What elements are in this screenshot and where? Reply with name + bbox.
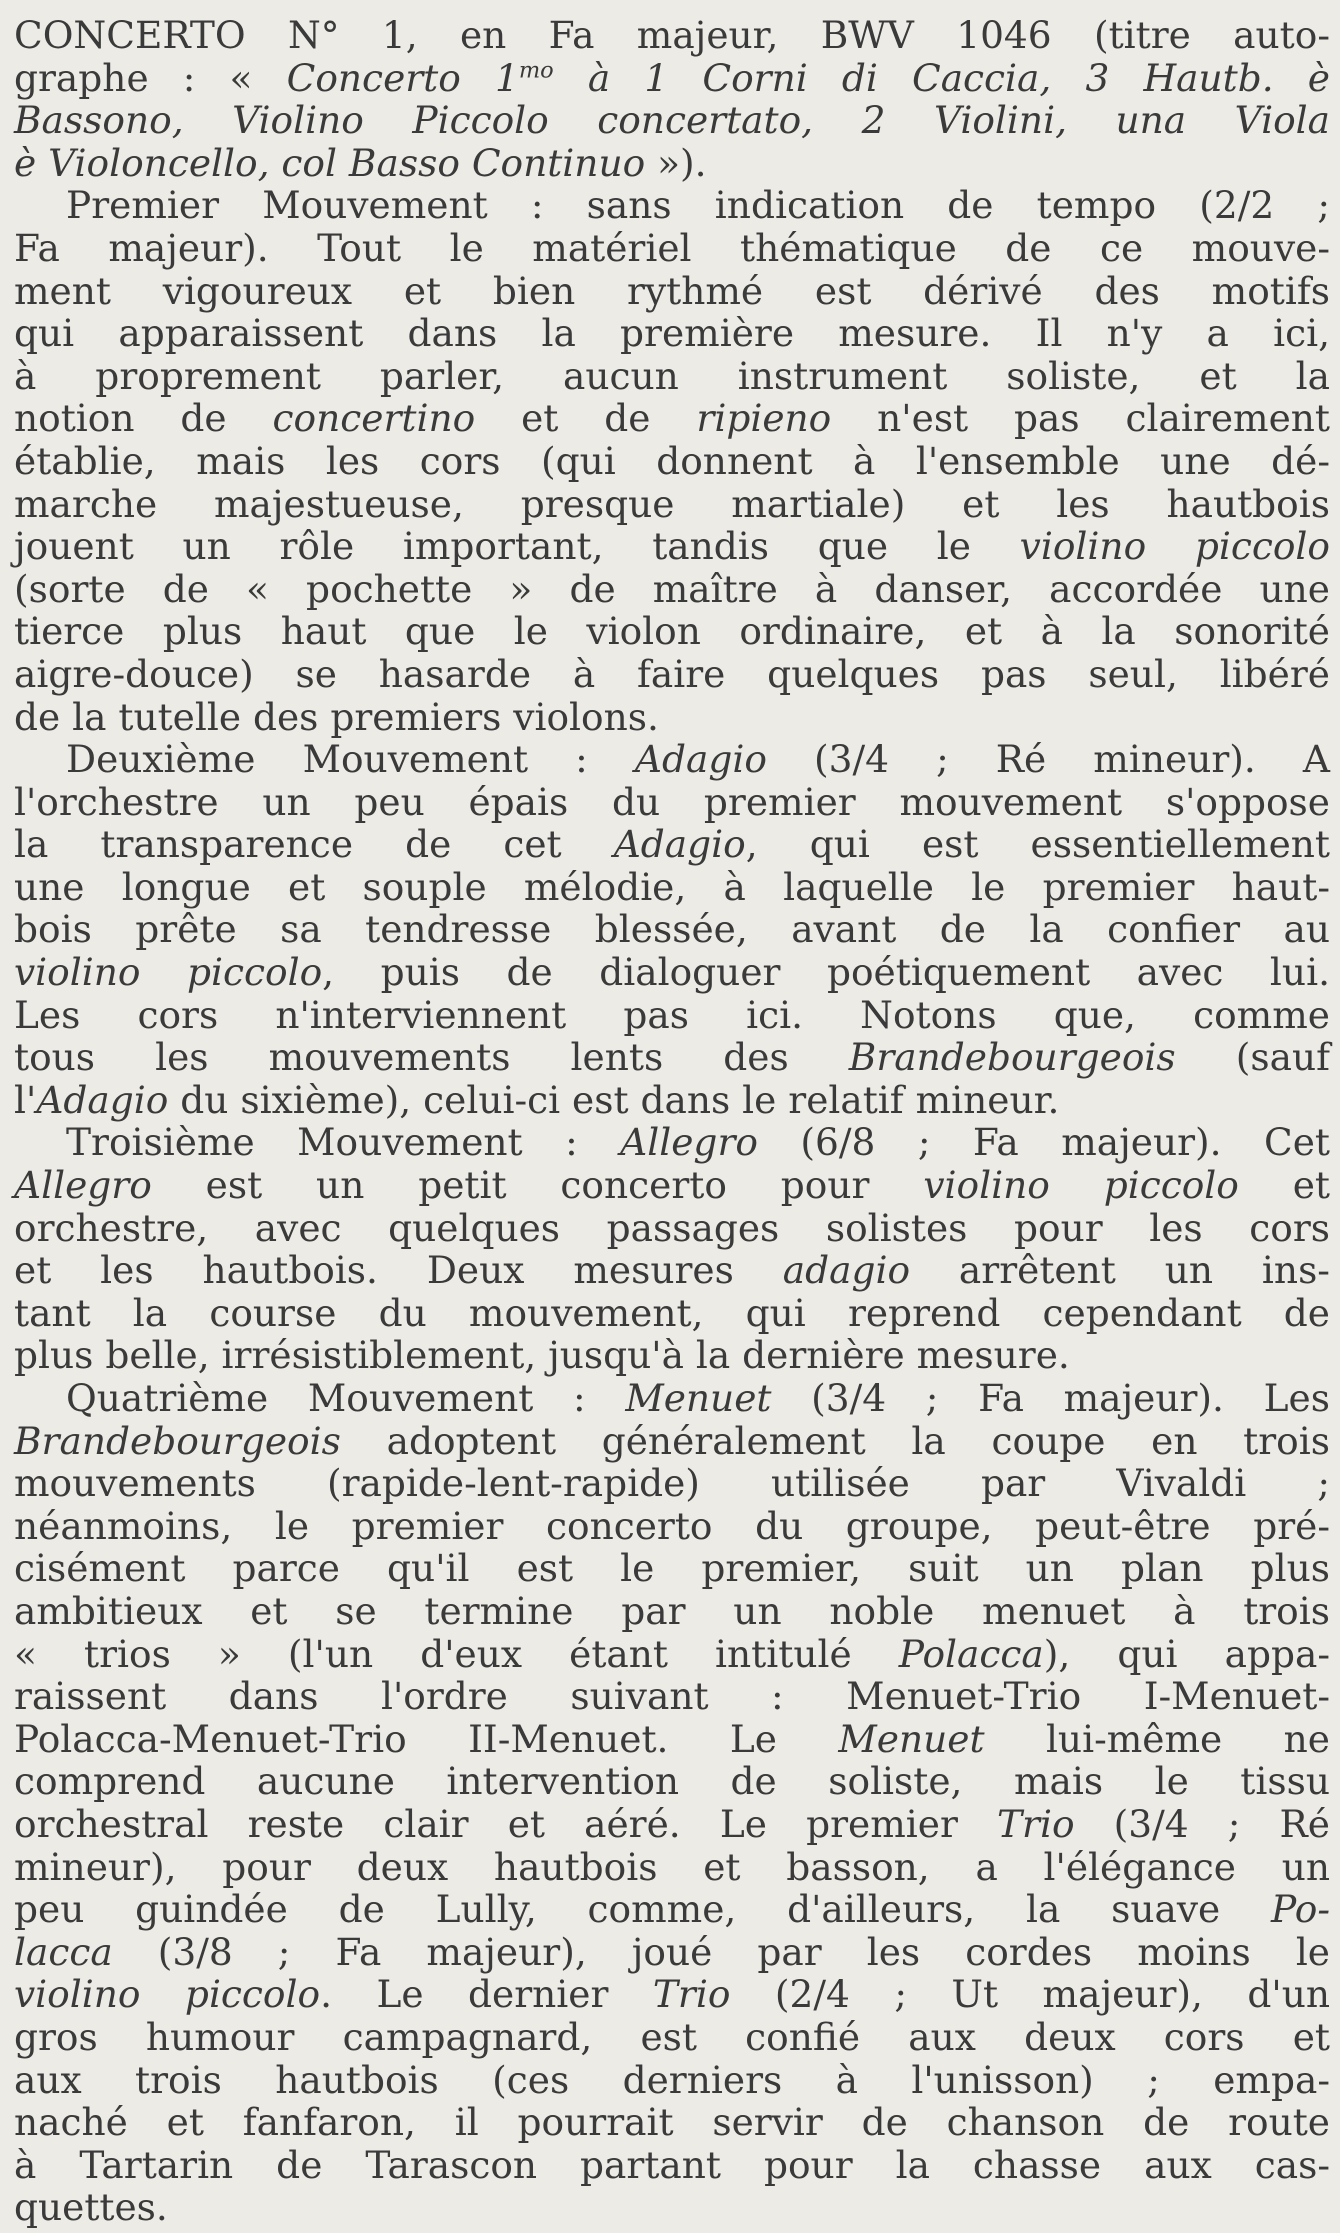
italic-text: adagio	[782, 1248, 911, 1293]
roman-text: et de	[475, 396, 697, 441]
italic-text: Concerto 1	[286, 55, 519, 100]
roman-text: l'orchestre un peu épais du premier mouvement s'oppose	[14, 779, 1330, 824]
roman-text: jouent un rôle important, tandis que le	[14, 524, 1020, 569]
roman-text: gros humour campagnard, est confié aux deux cors et	[14, 2014, 1330, 2059]
roman-text: tant la course du mouvement, qui reprend cependant de	[14, 1290, 1330, 1335]
text-line	[14, 2186, 1330, 2229]
roman-text: établie, mais les cors (qui donnent à l'ensemble une dé-	[14, 438, 1330, 483]
text-line	[14, 270, 1330, 313]
roman-text: (2/4 ; Ut majeur), d'un	[730, 1972, 1330, 2017]
text-line	[14, 1718, 1330, 1761]
roman-text: . Le dernier	[320, 1972, 653, 2017]
roman-text: peu guindée de Lully, comme, d'ailleurs, la suave	[14, 1887, 1272, 1932]
roman-text: ambitieux et se termine par un noble menuet à trois	[14, 1588, 1330, 1633]
roman-text: ment vigoureux et bien rythmé est dérivé des motifs	[14, 268, 1330, 313]
text-line	[14, 355, 1330, 398]
italic-text: Allegro	[14, 1163, 152, 1208]
text-line	[14, 2059, 1330, 2102]
roman-text: du sixième), celui-ci est dans le relatif mineur.	[168, 1077, 1060, 1122]
italic-text: violino piccolo	[14, 1972, 321, 2017]
text-line	[14, 866, 1330, 909]
roman-text: (3/4 ; Ré mineur). A	[766, 737, 1330, 782]
italic-text: violino piccolo	[1019, 524, 1330, 569]
text-line	[14, 1675, 1330, 1718]
text-body	[14, 14, 1330, 2229]
text-line	[14, 1164, 1330, 1207]
roman-text: mineur), pour deux hautbois et basson, a l'élégance un	[14, 1844, 1330, 1889]
text-line	[14, 2101, 1330, 2144]
roman-text: adoptent généralement la coupe en trois	[340, 1418, 1330, 1463]
text-line	[14, 696, 1330, 739]
roman-text: ), qui appa-	[1043, 1631, 1330, 1676]
roman-text: tous les mouvements lents des	[14, 1035, 849, 1080]
roman-text: l'	[14, 1077, 37, 1122]
text-line	[14, 1377, 1330, 1420]
paragraph-intro	[14, 14, 1330, 184]
roman-text: Troisième Mouvement :	[66, 1120, 621, 1165]
roman-text: (6/8 ; Fa majeur). Cet	[757, 1120, 1330, 1165]
text-line	[14, 1121, 1330, 1164]
italic-text: Brandebourgeois	[848, 1035, 1176, 1080]
italic-text: Po-	[1271, 1887, 1330, 1932]
roman-text: (sorte de « pochette » de maître à danser, accordée une	[14, 566, 1330, 611]
italic-text: Brandebourgeois	[14, 1418, 341, 1463]
text-line	[14, 1846, 1330, 1889]
text-line	[14, 1079, 1330, 1122]
paragraph-mvt1	[14, 184, 1330, 738]
roman-text: comprend aucune intervention de soliste, mais le tissu	[14, 1759, 1330, 1804]
text-line	[14, 397, 1330, 440]
text-line	[14, 823, 1330, 866]
text-line	[14, 1505, 1330, 1548]
roman-text: , qui est essentiellement	[745, 822, 1330, 867]
roman-text: (3/8 ; Fa majeur), joué par les cordes moins le	[112, 1929, 1330, 1974]
italic-text: ripieno	[696, 396, 832, 441]
roman-text: qui apparaissent dans la première mesure. Il n'y a ici,	[14, 311, 1330, 356]
text-line	[14, 525, 1330, 568]
text-line	[14, 951, 1330, 994]
roman-text: arrêtent un ins-	[910, 1248, 1330, 1293]
text-line	[14, 738, 1330, 781]
text-line	[14, 14, 1330, 57]
roman-text: à Tartarin de Tarascon partant pour la chasse aux cas-	[14, 2142, 1330, 2187]
text-line	[14, 1036, 1330, 1079]
text-line	[14, 57, 1330, 100]
text-line	[14, 312, 1330, 355]
italic-text: è Violoncello, col Basso Continuo	[14, 140, 646, 185]
italic-text: Adagio	[36, 1077, 169, 1122]
roman-text: lui-même ne	[984, 1716, 1331, 1761]
text-line	[14, 1249, 1330, 1292]
text-line	[14, 440, 1330, 483]
text-line	[14, 1633, 1330, 1676]
roman-text: (3/4 ; Ré	[1074, 1801, 1330, 1846]
roman-text: de la tutelle des premiers violons.	[14, 694, 659, 739]
italic-text: Bassono, Violino Piccolo concertato, 2 Violini, una Viola	[14, 98, 1330, 143]
italic-text: Menuet	[625, 1376, 772, 1420]
roman-text: (sauf	[1175, 1035, 1330, 1080]
italic-text: Trio	[997, 1801, 1075, 1846]
roman-text: raissent dans l'ordre suivant : Menuet-Trio I-Menuet-	[14, 1674, 1330, 1719]
roman-text: est un petit concerto pour	[151, 1163, 924, 1208]
paragraph-mvt4	[14, 1377, 1330, 2229]
roman-text: aigre-douce) se hasarde à faire quelques pas seul, libéré	[14, 651, 1330, 696]
italic-text: Menuet	[838, 1716, 985, 1761]
roman-text: graphe : «	[14, 55, 287, 100]
text-line	[14, 781, 1330, 824]
roman-text: une longue et souple mélodie, à laquelle le premier haut-	[14, 864, 1330, 909]
text-line	[14, 1760, 1330, 1803]
roman-text: (3/4 ; Fa majeur). Les	[771, 1376, 1330, 1420]
roman-text: « trios » (l'un d'eux étant intitulé	[14, 1631, 899, 1676]
roman-text: cisément parce qu'il est le premier, suit un plan plus	[14, 1546, 1330, 1591]
text-line	[14, 1973, 1330, 2016]
roman-text: mouvements (rapide-lent-rapide) utilisée par Vivaldi ;	[14, 1461, 1330, 1506]
roman-text: CONCERTO N° 1, en Fa majeur, BWV 1046 (titre auto-	[14, 13, 1330, 57]
superscript-text: mo	[518, 57, 554, 84]
text-line	[14, 908, 1330, 951]
text-line	[14, 1547, 1330, 1590]
text-line	[14, 2016, 1330, 2059]
italic-text: violino piccolo	[14, 950, 323, 995]
roman-text: marche majestueuse, presque martiale) et les hautbois	[14, 481, 1330, 526]
roman-text: et les hautbois. Deux mesures	[14, 1248, 783, 1293]
roman-text: et	[1238, 1163, 1330, 1208]
roman-text: orchestre, avec quelques passages solistes pour les cors	[14, 1205, 1330, 1250]
text-line	[14, 1888, 1330, 1931]
paragraph-mvt2	[14, 738, 1330, 1121]
text-line	[14, 653, 1330, 696]
roman-text: quettes.	[14, 2185, 168, 2230]
text-line	[14, 227, 1330, 270]
text-line	[14, 1462, 1330, 1505]
roman-text: plus belle, irrésistiblement, jusqu'à la dernière mesure.	[14, 1333, 1070, 1378]
text-line	[14, 99, 1330, 142]
roman-text: naché et fanfaron, il pourrait servir de chanson de route	[14, 2100, 1330, 2145]
text-line	[14, 1803, 1330, 1846]
text-line	[14, 1292, 1330, 1335]
text-line	[14, 1207, 1330, 1250]
text-line	[14, 568, 1330, 611]
italic-text: Adagio	[613, 822, 746, 867]
roman-text: aux trois hautbois (ces derniers à l'unisson) ; empa-	[14, 2057, 1330, 2102]
roman-text: Fa majeur). Tout le matériel thématique de ce mouve-	[14, 225, 1330, 270]
roman-text: néanmoins, le premier concerto du groupe, peut-être pré-	[14, 1503, 1330, 1548]
italic-text: Adagio	[634, 737, 767, 782]
italic-text: violino piccolo	[923, 1163, 1239, 1208]
roman-text: tierce plus haut que le violon ordinaire, et à la sonorité	[14, 609, 1330, 654]
italic-text: lacca	[14, 1929, 113, 1974]
italic-text: Polacca	[898, 1631, 1044, 1676]
text-line	[14, 994, 1330, 1037]
roman-text: à proprement parler, aucun instrument soliste, et la	[14, 353, 1330, 398]
text-line	[14, 1931, 1330, 1974]
roman-text: , puis de dialoguer poétiquement avec lui.	[322, 950, 1330, 995]
text-line	[14, 610, 1330, 653]
roman-text: Premier Mouvement : sans indication de tempo (2/2 ;	[66, 183, 1330, 228]
roman-text: Les cors n'interviennent pas ici. Notons que, comme	[14, 992, 1330, 1037]
roman-text: la transparence de cet	[14, 822, 614, 867]
italic-text	[519, 57, 554, 83]
roman-text: Polacca-Menuet-Trio II-Menuet. Le	[14, 1716, 839, 1761]
text-line	[14, 1590, 1330, 1633]
text-line	[14, 2144, 1330, 2187]
paragraph-mvt3	[14, 1121, 1330, 1377]
text-line	[14, 1334, 1330, 1377]
italic-text: Trio	[652, 1972, 731, 2017]
roman-text: Deuxième Mouvement :	[66, 737, 635, 782]
roman-text: Quatrième Mouvement :	[66, 1376, 626, 1420]
text-line	[14, 1420, 1330, 1463]
text-line	[14, 483, 1330, 526]
italic-text: Allegro	[620, 1120, 758, 1165]
roman-text: bois prête sa tendresse blessée, avant de la confier au	[14, 907, 1330, 952]
italic-text: concertino	[272, 396, 476, 441]
roman-text: orchestral reste clair et aéré. Le premier	[14, 1801, 998, 1846]
roman-text: »).	[645, 140, 707, 185]
text-line	[14, 184, 1330, 227]
roman-text: notion de	[14, 396, 273, 441]
text-line	[14, 142, 1330, 185]
italic-text: à 1 Corni di Caccia, 3 Hautb. è	[553, 55, 1331, 100]
roman-text: n'est pas clairement	[831, 396, 1330, 441]
